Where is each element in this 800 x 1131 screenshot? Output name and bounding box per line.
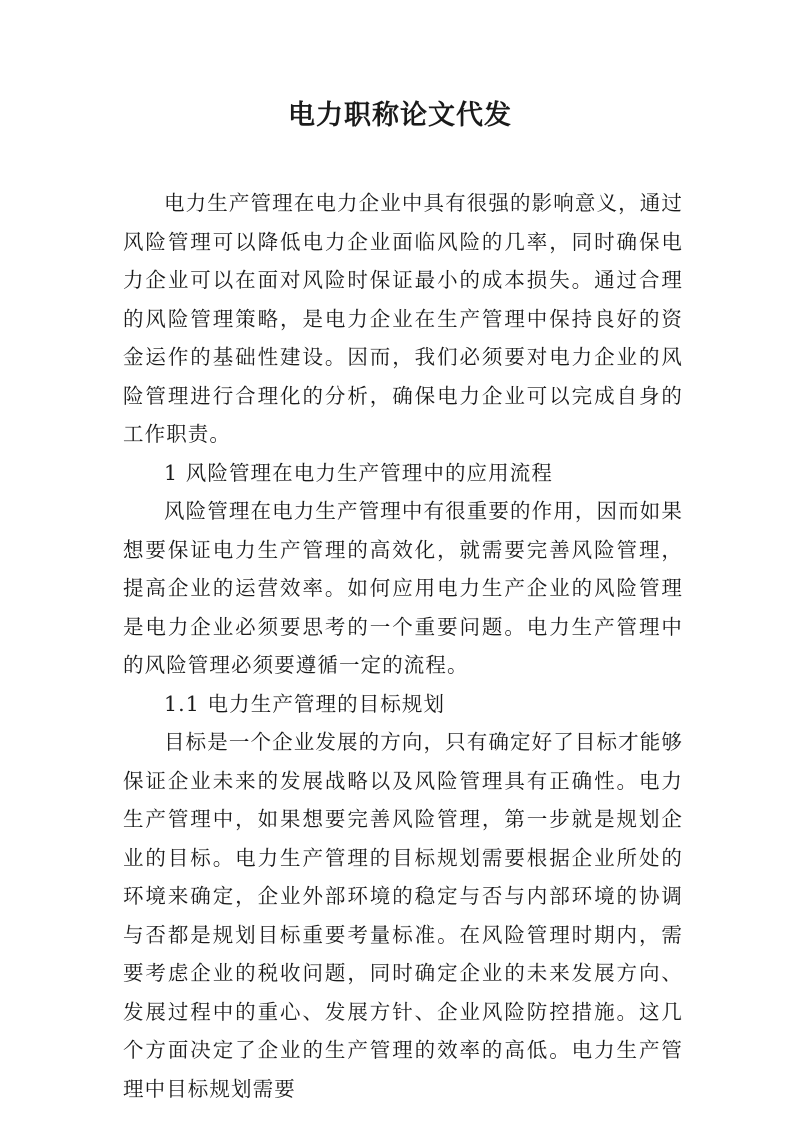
document-title: 电力职称论文代发 xyxy=(288,100,512,131)
subsection-heading-1-1: 1.1 电力生产管理的目标规划 xyxy=(164,691,446,716)
section-heading-1: 1 风险管理在电力生产管理中的应用流程 xyxy=(164,460,553,485)
document-body xyxy=(123,184,683,1108)
subsection-1-1-paragraph: 目标是一个企业发展的方向，只有确定好了目标才能够保证企业未来的发展战略以及风险管理具有正确性。电力生产管理中，如果想要完善风险管理，第一步就是规划企业的目标。电力生产管理的目标规划需要根据企业所处的环境来确定，企业外部环境的稳定与否与内部环境的协调与否都是规划目标重要考量标准。在风险管理时期内，需要考虑企业的税收问题，同时确定企业的未来发展方向、发展过程中的重心、发展方针、企业风险防控措施。这几个方面决定了企业的生产管理的效率的高低。电力生产管理中目标规划需要 xyxy=(123,730,683,1101)
section-1-paragraph: 风险管理在电力生产管理中有很重要的作用，因而如果想要保证电力生产管理的高效化，就需要完善风险管理，提高企业的运营效率。如何应用电力生产企业的风险管理是电力企业必须要思考的一个重要问题。电力生产管理中的风险管理必须要遵循一定的流程。 xyxy=(123,499,683,677)
intro-paragraph: 电力生产管理在电力企业中具有很强的影响意义，通过风险管理可以降低电力企业面临风险的几率，同时确保电力企业可以在面对风险时保证最小的成本损失。通过合理的风险管理策略，是电力企业在生产管理中保持良好的资金运作的基础性建设。因而，我们必须要对电力企业的风险管理进行合理化的分析，确保电力企业可以完成自身的工作职责。 xyxy=(123,191,683,446)
